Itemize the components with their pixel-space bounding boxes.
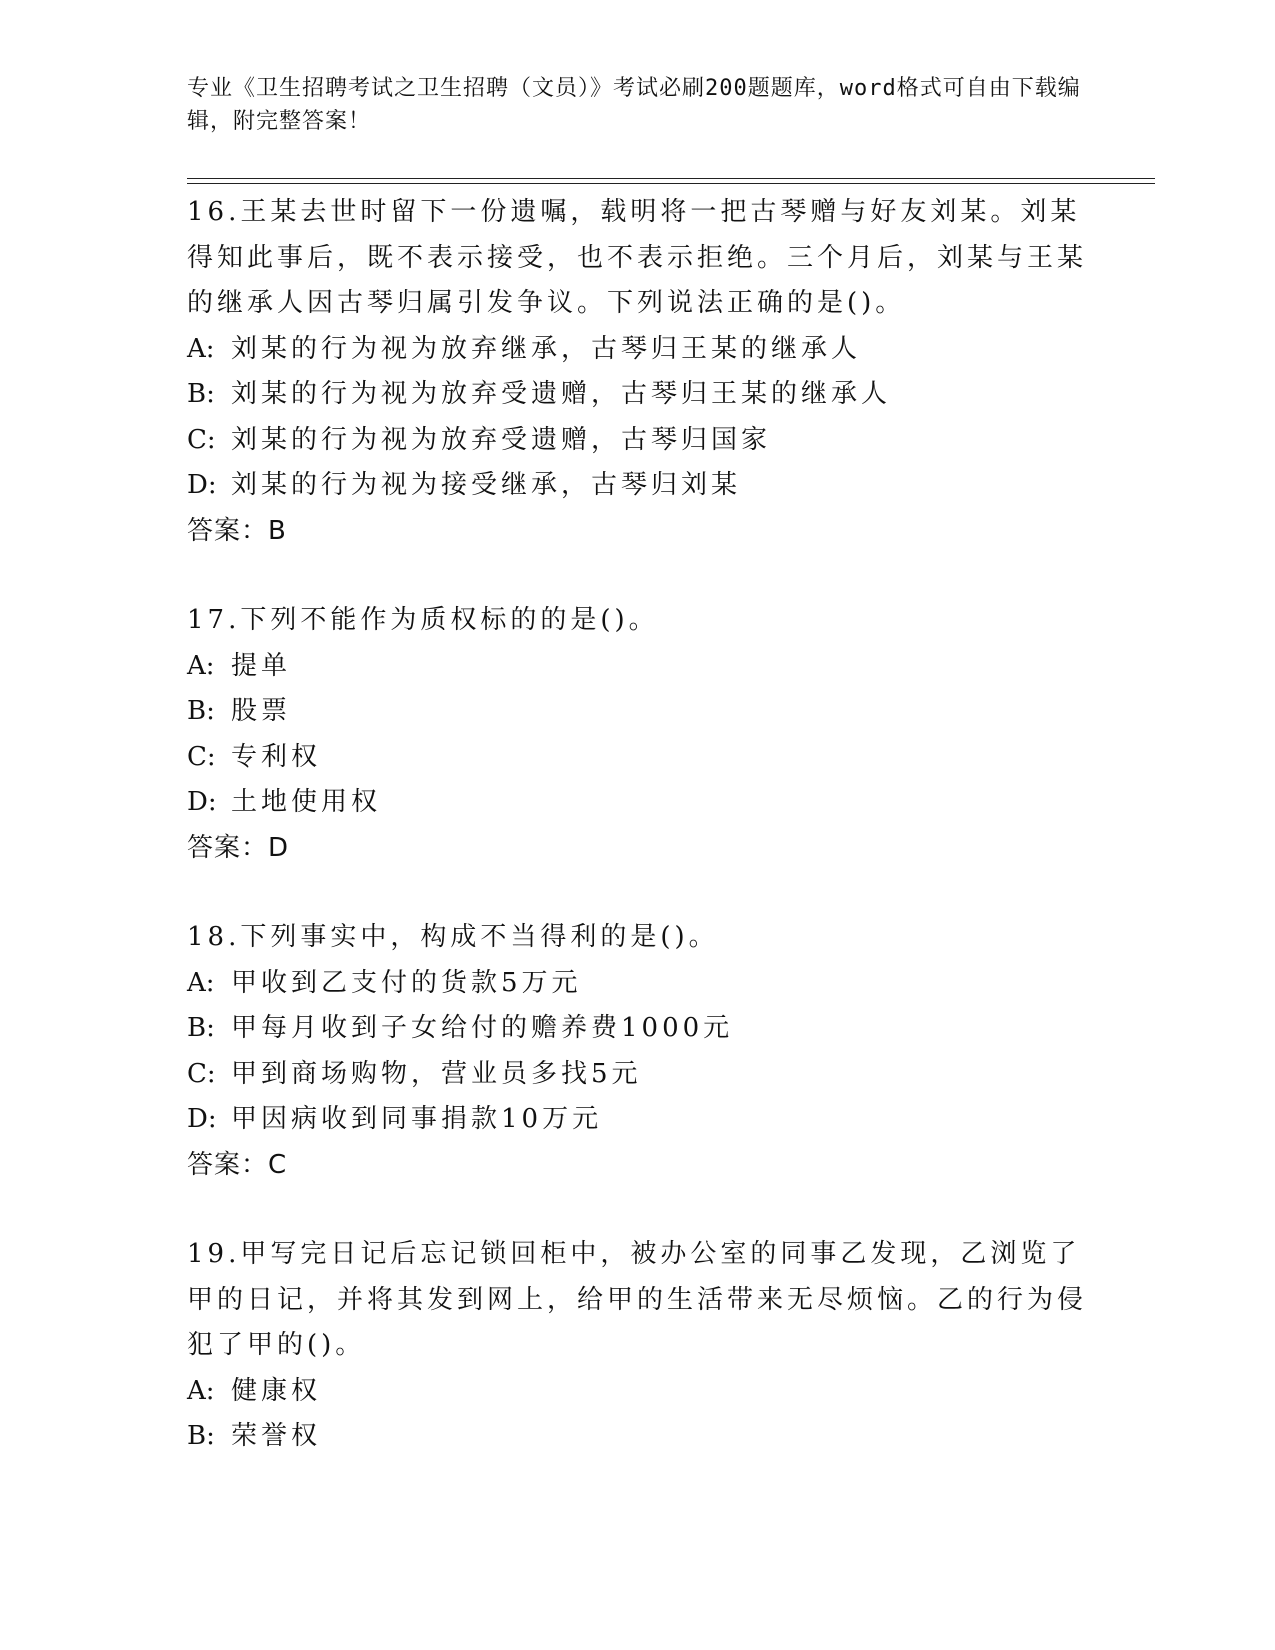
question-stem: 17.下列不能作为质权标的的是()。 (187, 605, 659, 635)
option-b (187, 372, 1087, 418)
option-key: B: (187, 696, 215, 726)
option-key: C: (187, 1058, 216, 1089)
option-text: 股票 (231, 696, 292, 726)
answer-line: 答案：B (187, 515, 287, 546)
option-text: 刘某的行为视为放弃受遗赠，古琴归王某的继承人 (231, 379, 892, 409)
option-c (187, 418, 1087, 464)
option-d (187, 780, 1087, 826)
answer-line: 答案：D (187, 832, 290, 863)
question-stem: 16.王某去世时留下一份遗嘱，载明将一把古琴赠与好友刘某。刘某得知此事后，既不表示接受，也不表示拒绝。三个月后，刘某与王某的继承人因古琴归属引发争议。下列说法正确的是()。 (187, 197, 1088, 318)
question-stem: 18.下列事实中，构成不当得利的是()。 (187, 922, 719, 952)
option-key: A: (187, 1375, 215, 1406)
answer-line: 答案：C (187, 1149, 288, 1180)
option-key: B: (187, 1421, 215, 1451)
question-19 (187, 1232, 1087, 1460)
option-key: B: (187, 379, 215, 409)
option-a (187, 327, 1087, 373)
option-b (187, 1414, 1087, 1460)
option-key: D: (187, 470, 217, 500)
option-key: B: (187, 1013, 215, 1043)
question-16 (187, 190, 1087, 554)
option-a (187, 961, 1087, 1007)
option-text: 甲因病收到同事捐款10万元 (231, 1104, 603, 1134)
option-key: D: (187, 787, 217, 817)
option-d (187, 1097, 1087, 1143)
option-key: D: (187, 1104, 217, 1134)
question-stem: 19.甲写完日记后忘记锁回柜中，被办公室的同事乙发现，乙浏览了甲的日记，并将其发到网上，给甲的生活带来无尽烦恼。乙的行为侵犯了甲的()。 (187, 1239, 1088, 1360)
option-text: 刘某的行为视为放弃受遗赠，古琴归国家 (231, 424, 772, 455)
option-text: 甲每月收到子女给付的赡养费1000元 (231, 1013, 734, 1043)
option-text: 刘某的行为视为接受继承，古琴归刘某 (231, 470, 742, 500)
option-a (187, 644, 1087, 690)
option-text: 土地使用权 (231, 787, 382, 817)
document-header: 专业《卫生招聘考试之卫生招聘（文员）》考试必刷200题题库，word格式可自由下载编辑，附完整答案！ (187, 76, 1081, 134)
option-text: 甲收到乙支付的货款5万元 (231, 967, 582, 998)
option-c (187, 1052, 1087, 1098)
option-text: 提单 (231, 650, 292, 681)
option-b (187, 1006, 1087, 1052)
option-text: 专利权 (231, 741, 322, 772)
option-key: A: (187, 650, 215, 681)
question-list (187, 190, 1087, 1504)
header-divider-top (187, 178, 1155, 179)
option-key: C: (187, 424, 216, 455)
question-17 (187, 598, 1087, 871)
option-key: A: (187, 967, 215, 998)
option-a (187, 1369, 1087, 1415)
option-text: 荣誉权 (231, 1421, 322, 1451)
option-text: 甲到商场购物，营业员多找5元 (231, 1058, 642, 1089)
question-18 (187, 915, 1087, 1188)
header-divider-bottom (187, 183, 1155, 184)
option-text: 刘某的行为视为放弃继承，古琴归王某的继承人 (231, 333, 862, 364)
option-key: A: (187, 333, 215, 364)
option-text: 健康权 (231, 1375, 322, 1406)
option-b (187, 689, 1087, 735)
option-d (187, 463, 1087, 509)
option-key: C: (187, 741, 216, 772)
option-c (187, 735, 1087, 781)
